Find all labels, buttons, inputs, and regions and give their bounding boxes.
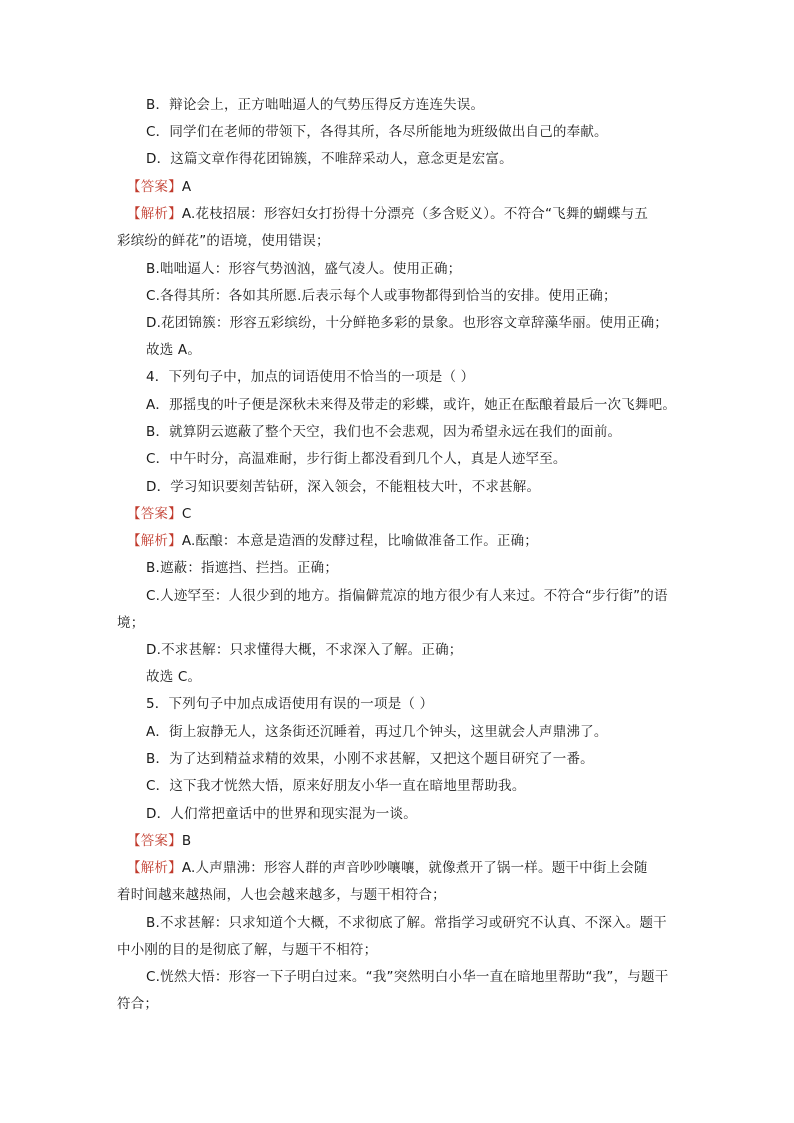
q4-option-c: C．中午时分，高温难耐，步行街上都没看到几个人，真是人迹罕至。 xyxy=(146,451,567,467)
q5-option-c: C．这下我才恍然大悟，原来好朋友小华一直在暗地里帮助我。 xyxy=(146,778,526,794)
q3-option-c: C．同学们在老师的带领下，各得其所，各尽所能地为班级做出自己的奉献。 xyxy=(146,124,608,140)
q3-conclusion: 故选 A。 xyxy=(146,342,202,358)
q5-analysis-2b: 中小刚的目的是彻底了解，与题干不相符； xyxy=(117,942,378,958)
analysis-tag: 【解析】 xyxy=(127,533,182,549)
q4-answer-line xyxy=(127,505,191,523)
answer-tag: 【答案】 xyxy=(127,179,182,195)
q3-option-b: B．辩论会上，正方咄咄逼人的气势压得反方连连失误。 xyxy=(146,97,485,113)
q5-analysis-3b: 符合； xyxy=(117,996,159,1012)
q5-answer: B xyxy=(181,833,192,849)
analysis-tag: 【解析】 xyxy=(127,860,182,876)
q4-analysis-2: B.遮蔽：指遮挡、拦挡。正确； xyxy=(146,560,339,576)
q3-option-d: D．这篇文章作得花团锦簇，不唯辞采动人，意念更是宏富。 xyxy=(146,151,513,167)
q5-stem: 5．下列句子中加点成语使用有误的一项是（ ） xyxy=(146,696,434,712)
q4-analysis-3b: 境； xyxy=(117,615,145,631)
q5-option-a: A．街上寂静无人，这条街还沉睡着，再过几个钟头，这里就会人声鼎沸了。 xyxy=(146,724,608,740)
analysis-tag: 【解析】 xyxy=(127,206,182,222)
q4-analysis-4: D.不求甚解：只求懂得大概，不求深入了解。正确； xyxy=(146,642,463,658)
q5-analysis-2a: B.不求甚解：只求知道个大概，不求彻底了解。常指学习或研究不认真、不深入。题干 xyxy=(146,915,667,931)
q3-analysis-3: C.各得其所：各如其所愿.后表示每个人或事物都得到恰当的安排。使用正确； xyxy=(146,288,617,304)
q5-option-b: B．为了达到精益求精的效果，小刚不求甚解，又把这个题目研究了一番。 xyxy=(146,751,594,767)
q4-option-d: D．学习知识要刻苦钻研，深入领会，不能粗枝大叶，不求甚解。 xyxy=(146,479,541,495)
q5-analysis-3a: C.恍然大悟：形容一下子明白过来。“我”突然明白小华一直在暗地里帮助“我”，与题干 xyxy=(146,969,669,985)
q4-option-a: A．那摇曳的叶子便是深秋未来得及带走的彩蝶，或许，她正在酝酿着最后一次飞舞吧。 xyxy=(146,397,677,413)
q5-answer-line xyxy=(127,832,191,850)
q5-analysis-1a: A.人声鼎沸：形容人群的声音吵吵嚷嚷，就像煮开了锅一样。题干中街上会随 xyxy=(181,860,648,876)
q3-analysis-1a: A.花枝招展：形容妇女打扮得十分漂亮（多含贬义）。不符合“飞舞的蝴蝶与五 xyxy=(181,206,649,222)
q4-analysis-1: A.酝酿：本意是造酒的发酵过程，比喻做准备工作。正确； xyxy=(181,533,539,549)
q4-answer: C xyxy=(181,506,192,522)
q4-analysis-3a: C.人迹罕至：人很少到的地方。指偏僻荒凉的地方很少有人来过。不符合“步行街”的语 xyxy=(146,588,668,604)
q3-analysis-line-1 xyxy=(127,205,648,223)
q4-option-b: B．就算阴云遮蔽了整个天空，我们也不会悲观，因为希望永远在我们的面前。 xyxy=(146,424,622,440)
q5-analysis-line-1 xyxy=(127,859,648,877)
q4-conclusion: 故选 C。 xyxy=(146,669,202,685)
q5-analysis-1b: 着时间越来越热闹，人也会越来越多，与题干相符合； xyxy=(117,887,446,903)
q5-option-d: D．人们常把童话中的世界和现实混为一谈。 xyxy=(146,806,417,822)
answer-tag: 【答案】 xyxy=(127,833,182,849)
q4-analysis-line-1 xyxy=(127,532,538,550)
q3-answer: A xyxy=(181,179,192,195)
q3-analysis-4: D.花团锦簇：形容五彩缤纷，十分鲜艳多彩的景象。也形容文章辞藻华丽。使用正确； xyxy=(146,315,668,331)
q3-analysis-1b: 彩缤纷的鲜花”的语境，使用错误； xyxy=(117,233,330,249)
q3-answer-line xyxy=(127,178,191,196)
answer-tag: 【答案】 xyxy=(127,506,182,522)
q4-stem: 4．下列句子中，加点的词语使用不恰当的一项是（ ） xyxy=(146,369,475,385)
q3-analysis-2: B.咄咄逼人：形容气势汹汹，盛气凌人。使用正确； xyxy=(146,261,462,277)
